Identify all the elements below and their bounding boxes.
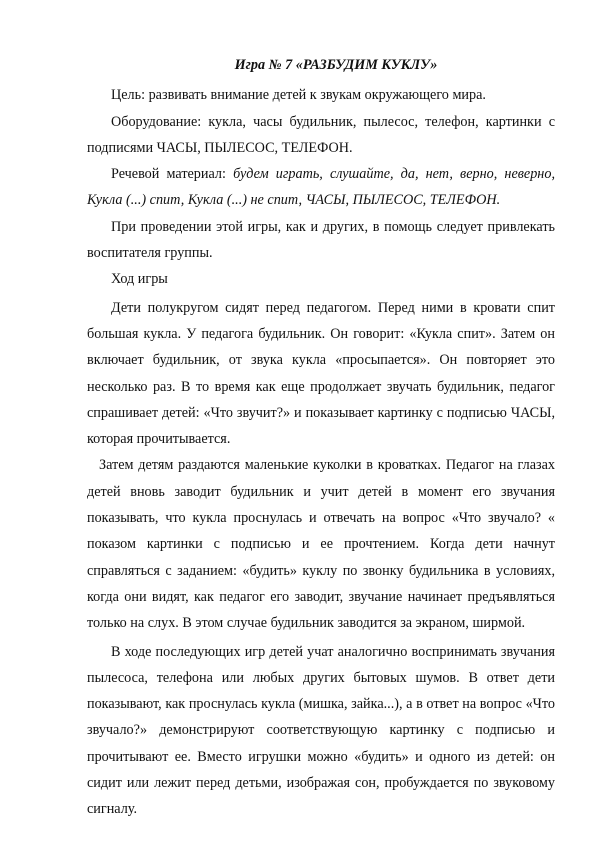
speech-material-text: будем играть, слушайте, да, нет, верно, неверно, Кукла (...) спит, Кукла (...) не спит, ЧАСЫ, ПЫЛЕСОС, ТЕЛЕФОН. xyxy=(87,166,555,209)
document-page xyxy=(87,52,555,823)
goal-paragraph: Цель: развивать внимание детей к звукам окружающего мира. xyxy=(111,87,486,104)
note-paragraph: При проведении этой игры, как и других, в помощь следует привлекать воспитателя группы. xyxy=(87,218,555,262)
body-paragraph-2: Затем детям раздаются маленькие куколки в кроватках. Педагог на глазах детей вновь заводит будильник и учит детей в момент его звучания показывать, что кукла проснулась и отвечать на вопрос «Что звучало? « показом картинки с подписью и ее прочтением. Когда дети начнут справляться с заданием: «будить» куклу по звонку будильника в условиях, когда они видят, как педагог его заводит, звучание начинает предъявляться только на слух. В этом случае будильник заводится за экраном, ширмой. xyxy=(87,457,555,632)
body-paragraph-3: В ходе последующих игр детей учат аналогично воспринимать звучания пылесоса, телефона или любых других бытовых шумов. В ответ дети показывают, как проснулась кукла (мишка, зайка...), а в ответ на вопрос «Что звучало?» демонстрируют соответствующую картинку с подписью и прочитывают ее. Вместо игрушки можно «будить» и одного из детей: он сидит или лежит перед детьми, изображая сон, пробуждается по звуковому сигналу. xyxy=(87,643,555,818)
course-heading: Ход игры xyxy=(111,271,168,288)
body-paragraph-1: Дети полукругом сидят перед педагогом. Перед ними в кровати спит большая кукла. У педагога будильник. Он говорит: «Кукла спит». Затем он включает будильник, от звука кукла «просыпается». Он повторяет это несколько раз. В то время как еще продолжает звучать будильник, педагог спрашивает детей: «Что звучит?» и показывает картинку с подписью ЧАСЫ, которая прочитывается. xyxy=(87,299,555,448)
speech-material-label: Речевой материал: xyxy=(111,166,234,183)
page-title: Игра № 7 «РАЗБУДИМ КУКЛУ» xyxy=(234,57,438,73)
equipment-paragraph: Оборудование: кукла, часы будильник, пылесос, телефон, картинки с подписями ЧАСЫ, ПЫЛЕСОС, ТЕЛЕФОН. xyxy=(87,113,555,156)
speech-material-paragraph xyxy=(87,161,555,214)
